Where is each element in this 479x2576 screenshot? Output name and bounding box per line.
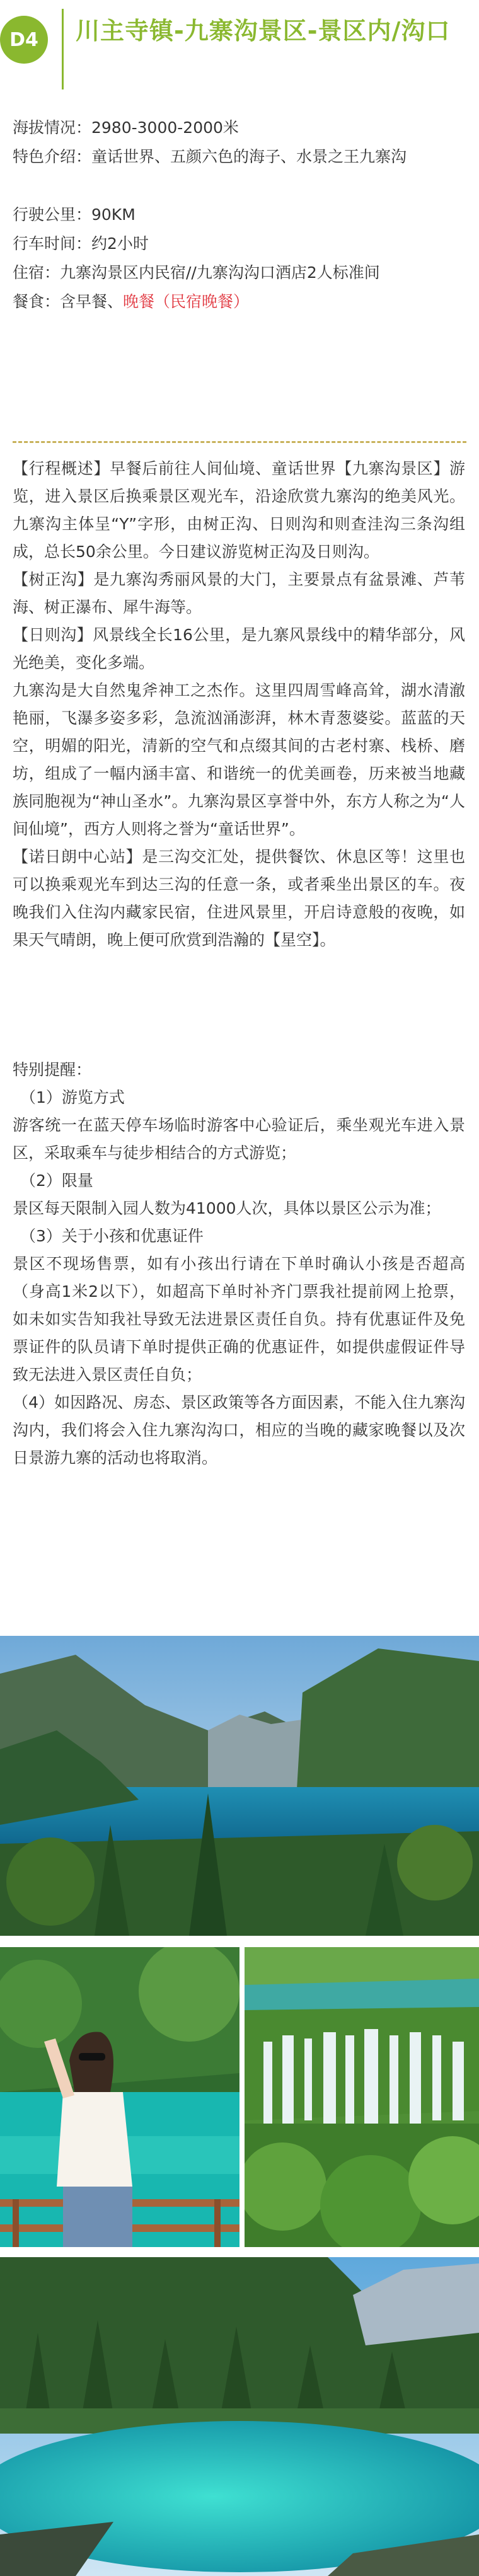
altitude-line: 海拔情况：2980-3000-2000米	[13, 118, 239, 137]
day-title: 川主寺镇-九寨沟景区-景区内/沟口	[76, 17, 451, 45]
shuzheng-paragraph: 【树正沟】是九寨沟秀丽风景的大门，主要景点有盆景滩、芦苇海、树正瀑布、犀牛海等。	[13, 570, 465, 616]
nuorilang-paragraph: 【诺日朗中心站】是三沟交汇处，提供餐饮、休息区等！这里也可以换乘观光车到达三沟的任意一条，或者乘坐出景区的车。夜晚我们入住沟内藏家民宿，住进风景里，开启诗意般的夜晚，如果天气晴朗，晚上便可欣赏到浩瀚的【星空】。	[13, 848, 465, 949]
rize-paragraph: 【日则沟】风景线全长16公里，是九寨风景线中的精华部分，风光绝美，变化多端。	[13, 626, 465, 672]
header-divider	[62, 9, 64, 89]
note-1-title: （1）游览方式	[20, 1088, 125, 1107]
dinner-note: 晚餐（民宿晚餐）	[123, 292, 250, 311]
turquoise-lake-photo	[0, 2257, 479, 2576]
itinerary-description	[13, 455, 465, 954]
note-3-title: （3）关于小孩和优惠证件	[20, 1227, 204, 1245]
distance-line: 行驶公里：90KM	[13, 205, 136, 224]
tourist-photo	[0, 1947, 240, 2247]
features-line: 特色介绍：童话世界、五颜六色的海子、水景之王九寨沟	[13, 147, 407, 166]
overview-paragraph: 【行程概述】早餐后前往人间仙境、童话世界【九寨沟景区】游览，进入景区后换乘景区观光车，沿途欣赏九寨沟的绝美风光。九寨沟主体呈“Y”字形，由树正沟、日则沟和则查洼沟三条沟组成，总长50余公里。今日建议游览树正沟及日则沟。	[13, 459, 465, 561]
drive-time-line: 行车时间：约2小时	[13, 234, 149, 253]
note-4-text: （4）如因路况、房态、景区政策等各方面因素，不能入住九寨沟沟内，我们将会入住九寨沟沟口，相应的当晚的藏家晚餐以及次日景游九寨的活动也将取消。	[13, 1393, 465, 1467]
notes-heading: 特别提醒：	[13, 1061, 92, 1079]
meals-line	[13, 287, 466, 316]
lake-mountain-photo	[0, 1636, 479, 1936]
lodging-line: 住宿：九寨沟景区内民宿//九寨沟沟口酒店2人标准间	[13, 263, 380, 282]
note-3-text: 景区不现场售票，如有小孩出行请在下单时确认小孩是否超高（身高1米2以下），如超高下单时补齐门票我社提前网上抢票，如未如实告知我社导致无法进景区责任自负。持有优惠证件及免票证件的队员请下单时提供正确的优惠证件，如提供虚假证件导致无法进入景区责任自负；	[13, 1255, 465, 1384]
note-2-title: （2）限量	[20, 1171, 93, 1190]
day-header	[0, 0, 479, 98]
spacer	[13, 171, 466, 200]
note-2-text: 景区每天限制入园人数为41000人次，具体以景区公示为准；	[13, 1199, 441, 1217]
dashed-divider	[13, 441, 466, 443]
note-1-text: 游客统一在蓝天停车场临时游客中心验证后，乘坐观光车进入景区，采取乘车与徒步相结合的方式游览；	[13, 1116, 465, 1162]
meals-prefix: 餐食：含早餐、	[13, 292, 124, 311]
day-badge: D4	[0, 16, 48, 64]
scenery-paragraph: 九寨沟是大自然鬼斧神工之杰作。这里四周雪峰高耸，湖水清澈艳丽，飞瀑多姿多彩，急流汹涌澎湃，林木青葱婆娑。蓝蓝的天空，明媚的阳光，清新的空气和点缀其间的古老村寨、栈桥、磨坊，组成了一幅内涵丰富、和谐统一的优美画卷，历来被当地藏族同胞视为“神山圣水”。九寨沟景区享誉中外，东方人称之为“人间仙境”，西方人则将之誉为“童话世界”。	[13, 681, 465, 838]
special-notes	[13, 1056, 465, 1472]
trip-info	[13, 113, 466, 316]
waterfall-photo	[245, 1947, 479, 2247]
